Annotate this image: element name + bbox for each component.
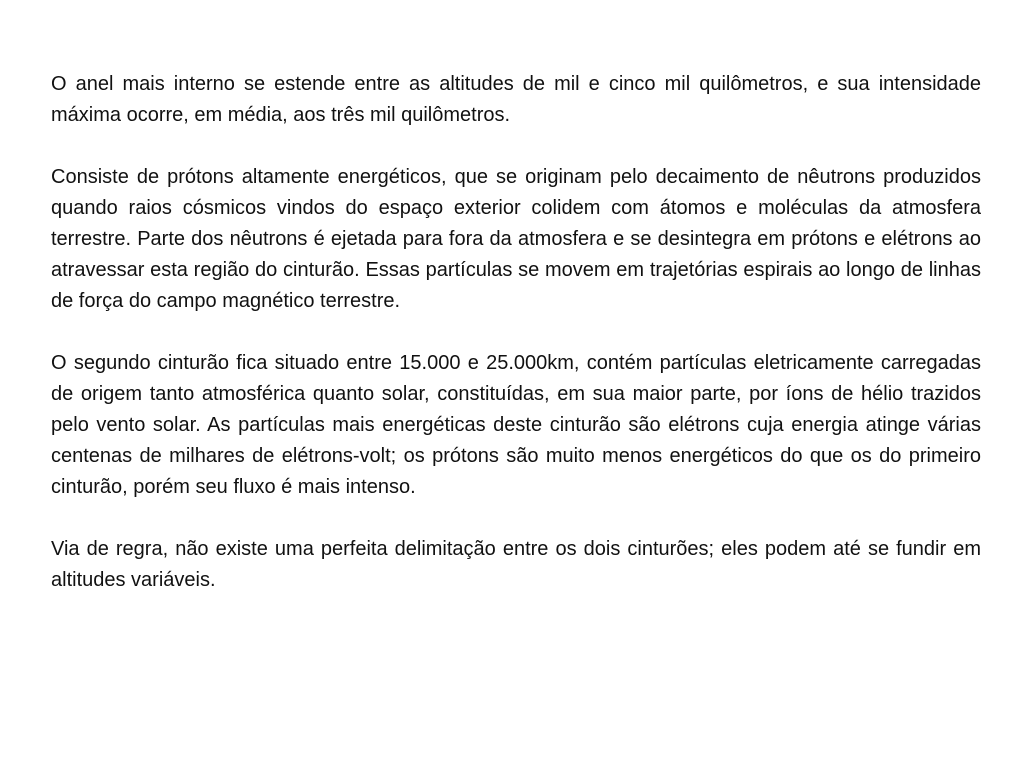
text-body bbox=[51, 69, 981, 596]
paragraph-second-belt: O segundo cinturão fica situado entre 15.000 e 25.000km, contém partículas eletricamente carregadas de origem tanto atmosférica quanto solar, constituídas, em sua maior parte, por íons de hélio trazidos pelo vento solar. As partículas mais energéticas deste cinturão são elétrons cuja energia atinge várias centenas de milhares de elétrons-volt; os prótons são muito menos energéticos do que os do primeiro cinturão, porém seu fluxo é mais intenso. bbox=[51, 352, 981, 498]
paragraph-delimitation: Via de regra, não existe uma perfeita delimitação entre os dois cinturões; eles podem até se fundir em altitudes variáveis. bbox=[51, 538, 981, 591]
paragraph-protons: Consiste de prótons altamente energéticos, que se originam pelo decaimento de nêutrons produzidos quando raios cósmicos vindos do espaço exterior colidem com átomos e moléculas da atmosfera terrestre. Parte dos nêutrons é ejetada para fora da atmosfera e se desintegra em prótons e elétrons ao atravessar esta região do cinturão. Essas partículas se movem em trajetórias espirais ao longo de linhas de força do campo magnético terrestre. bbox=[51, 166, 981, 312]
paragraph-inner-ring: O anel mais interno se estende entre as altitudes de mil e cinco mil quilômetros, e sua intensidade máxima ocorre, em média, aos três mil quilômetros. bbox=[51, 73, 981, 126]
